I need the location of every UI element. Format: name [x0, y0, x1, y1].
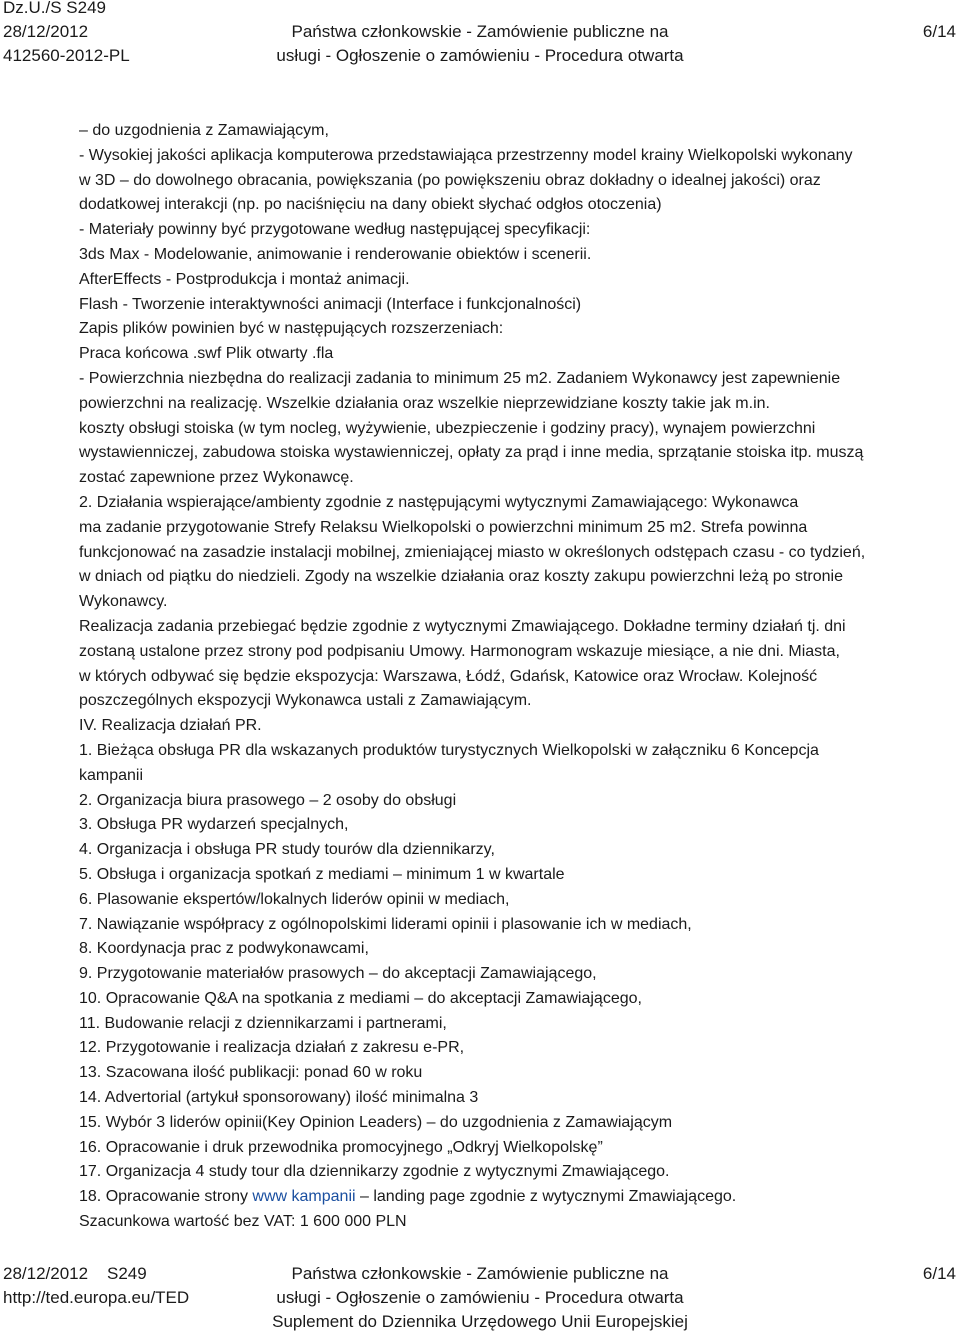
line-18-prefix: 18. Opracowanie strony [79, 1188, 253, 1206]
text-line: dodatkowej interakcji (np. po naciśnięciu na dany obiekt słychać odgłos otoczenia) [79, 196, 662, 214]
header-date: 28/12/2012 [3, 22, 89, 41]
page-footer [0, 1262, 960, 1334]
estimated-value: Szacunkowa wartość bez VAT: 1 600 000 PLN [79, 1213, 407, 1231]
text-line: 8. Koordynacja prac z podwykonawcami, [79, 940, 369, 958]
footer-date: 28/12/2012 [3, 1264, 89, 1283]
text-line: 11. Budowanie relacji z dziennikarzami i partnerami, [79, 1014, 447, 1032]
text-line: 12. Przygotowanie i realizacja działań z zakresu e-PR, [79, 1039, 465, 1057]
ted-url[interactable]: http://ted.europa.eu/TED [3, 1288, 190, 1307]
journal-ref: Dz.U./S S249 [3, 0, 106, 17]
text-line: Flash - Tworzenie interaktywności animacji (Interface i funkcjonalności) [79, 295, 582, 313]
text-line: IV. Realizacja działań PR. [79, 717, 262, 735]
text-line: 9. Przygotowanie materiałów prasowych – do akceptacji Zamawiającego, [79, 965, 597, 983]
footer-title-line-3: Suplement do Dziennika Urzędowego Unii Europejskiej [272, 1312, 688, 1331]
text-line: 10. Opracowanie Q&A na spotkania z mediami – do akceptacji Zamawiającego, [79, 989, 642, 1007]
text-line: powierzchni na realizację. Wszelkie działania oraz wszelkie nieprzewidziane koszty takie jak m.in. [79, 394, 770, 412]
header-center [0, 20, 960, 68]
text-line: Zapis plików powinien być w następujących rozszerzeniach: [79, 320, 504, 338]
footer-center [0, 1262, 960, 1334]
text-line: 13. Szacowana ilość publikacji: ponad 60 w roku [79, 1064, 423, 1082]
text-line-18 [79, 1185, 949, 1210]
text-line: kampanii [79, 766, 144, 784]
notice-number: 412560-2012-PL [3, 46, 130, 65]
text-line: 17. Organizacja 4 study tour dla dziennikarzy zgodnie z wytycznymi Zmawiającego. [79, 1163, 670, 1181]
text-line: 4. Organizacja i obsługa PR study tourów dla dziennikarzy, [79, 841, 495, 859]
text-line: 3. Obsługa PR wydarzeń specjalnych, [79, 816, 349, 834]
text-line: ma zadanie przygotowanie Strefy Relaksu Wielkopolski o powierzchni minimum 25 m2. Strefa powinna [79, 518, 808, 536]
text-line: 14. Advertorial (artykuł sponsorowany) ilość minimalna 3 [79, 1089, 479, 1107]
text-line: funkcjonować na zasadzie instalacji mobilnej, zmieniającej miasto w określonych odstępach czasu - co tydzień, [79, 543, 866, 561]
footer-title-line-2: usługi - Ogłoszenie o zamówieniu - Procedura otwarta [276, 1288, 684, 1307]
text-line: 6. Plasowanie ekspertów/lokalnych liderów opinii w mediach, [79, 890, 510, 908]
footer-page-number: 6/14 [922, 1264, 956, 1283]
text-line: 7. Nawiązanie współpracy z ogólnopolskimi liderami opinii i plasowanie ich w mediach, [79, 915, 692, 933]
text-line: Praca końcowa .swf Plik otwarty .fla [79, 345, 334, 363]
text-line: 1. Bieżąca obsługa PR dla wskazanych produktów turystycznych Wielkopolski w załączniku 6 Koncepcja [79, 741, 819, 759]
header-page-number: 6/14 [922, 22, 956, 41]
text-line: AfterEffects - Postprodukcja i montaż animacji. [79, 270, 410, 288]
header-title-line-1: Państwa członkowskie - Zamówienie publiczne na [291, 22, 669, 41]
page-header [0, 0, 960, 72]
text-line: 3ds Max - Modelowanie, animowanie i renderowanie obiektów i scenerii. [79, 245, 592, 263]
footer-issue: S249 [107, 1264, 147, 1283]
text-line: w dniach od piątku do niedzieli. Zgody na wszelkie działania oraz koszty zakupu powierzchni leżą po stronie [79, 568, 843, 586]
text-line: 15. Wybór 3 liderów opinii(Key Opinion Leaders) – do uzgodnienia z Zamawiającym [79, 1113, 673, 1131]
text-line: – do uzgodnienia z Zamawiającym, [79, 122, 329, 139]
text-line: wystawienniczej, zabudowa stoiska wystawienniczej, opłaty za prąd i inne media, sprzątanie stoiska itp. muszą [79, 444, 864, 462]
text-line: - Wysokiej jakości aplikacja komputerowa przedstawiająca przestrzenny model krainy Wielkopolski wykonany [79, 146, 853, 164]
header-title-line-2: usługi - Ogłoszenie o zamówieniu - Procedura otwarta [276, 46, 684, 65]
text-line: poszczególnych ekspozycji Wykonawca ustali z Zamawiającym. [79, 692, 532, 710]
text-line: zostaną ustalone przez strony pod podpisaniu Umowy. Harmonogram wskazuje miesiące, a nie dni. Miasta, [79, 642, 840, 660]
text-line: 5. Obsługa i organizacja spotkań z mediami – minimum 1 w kwartale [79, 865, 565, 883]
text-line: Realizacja zadania przebiegać będzie zgodnie z wytycznymi Zmawiającego. Dokładne terminy działań tj. dni [79, 617, 846, 635]
text-line: - Powierzchnia niezbędna do realizacji zadania to minimum 25 m2. Zadaniem Wykonawcy jest zapewnienie [79, 369, 841, 387]
text-line: koszty obsługi stoiska (w tym nocleg, wyżywienie, ubezpieczenie i godziny pracy), wynajem powierzchni [79, 419, 816, 437]
text-line: Wykonawcy. [79, 593, 168, 611]
campaign-website-link[interactable]: www kampanii [252, 1188, 356, 1206]
line-18-suffix: – landing page zgodnie z wytycznymi Zmawiającego. [355, 1188, 737, 1206]
text-line: - Materiały powinny być przygotowane według następującej specyfikacji: [79, 221, 591, 239]
text-line: zostać zapewnione przez Wykonawcę. [79, 469, 354, 487]
text-line: 2. Organizacja biura prasowego – 2 osoby do obsługi [79, 791, 457, 809]
footer-title-line-1: Państwa członkowskie - Zamówienie publiczne na [291, 1264, 669, 1283]
text-line: 2. Działania wspierające/ambienty zgodnie z następującymi wytycznymi Zamawiającego: Wykonawca [79, 493, 799, 511]
document-body [79, 119, 949, 1235]
text-line: 16. Opracowanie i druk przewodnika promocyjnego „Odkryj Wielkopolskę” [79, 1138, 603, 1156]
text-line: w 3D – do dowolnego obracania, powiększania (po powiększeniu obraz dokładny o idealnej jakości) oraz [79, 171, 821, 189]
text-line: w których odbywać się będzie ekspozycja: Warszawa, Łódź, Gdańsk, Katowice oraz Wrocław. Kolejność [79, 667, 818, 685]
